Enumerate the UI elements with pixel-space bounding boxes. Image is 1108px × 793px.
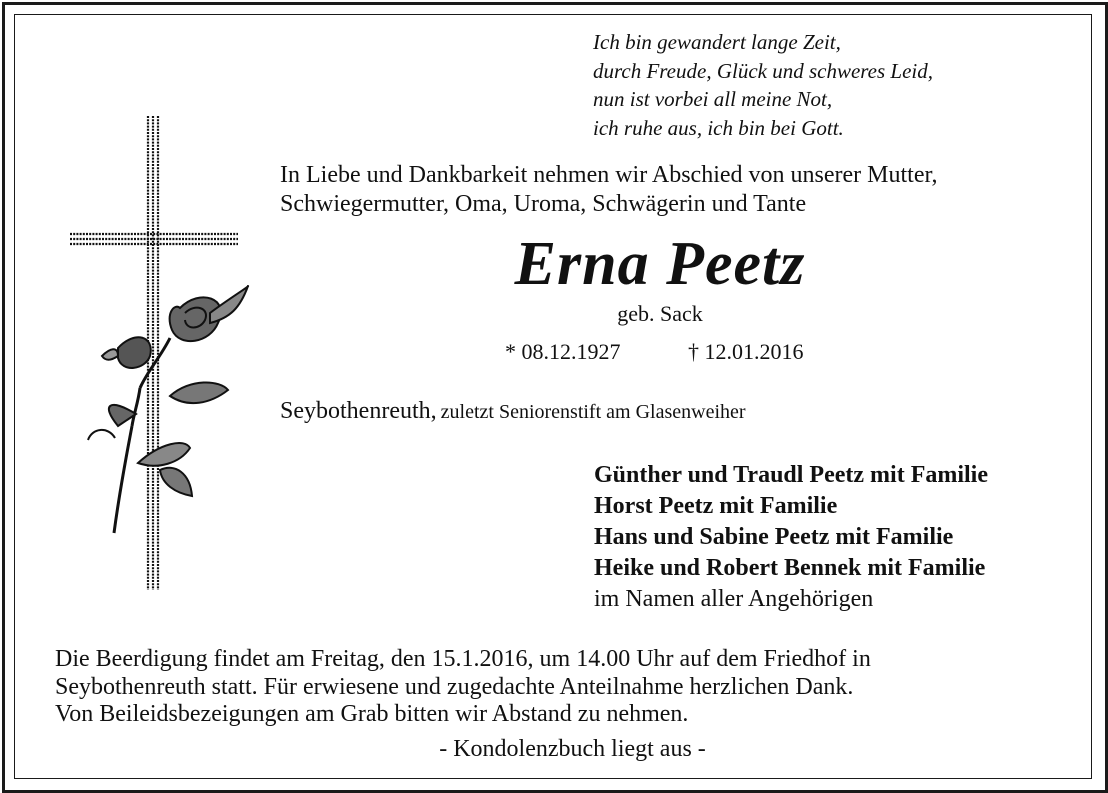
intro-line: In Liebe und Dankbarkeit nehmen wir Abschied von unserer Mutter, [280,162,938,188]
poem-line: ich ruhe aus, ich bin bei Gott. [593,115,844,140]
intro-text [280,161,938,219]
residence-city: Seybothenreuth, [280,398,437,424]
mourner-line: Günther und Traudl Peetz mit Familie [594,462,988,488]
death-date: † 12.01.2016 [688,339,804,364]
deceased-name: Erna Peetz [514,230,806,298]
funeral-notice [55,646,871,729]
mourner-line: Hans und Sabine Peetz mit Familie [594,524,954,550]
poem-line: Ich bin gewandert lange Zeit, [593,30,841,54]
residence-detail: zuletzt Seniorenstift am Glasenweiher [440,401,746,423]
funeral-notice-line: Die Beerdigung findet am Freitag, den 15.1.2016, um 14.00 Uhr auf dem Friedhof in [55,646,871,672]
poem [593,28,933,142]
residence [280,398,746,425]
condolence-book-note: - Kondolenzbuch liegt aus - [439,736,706,762]
funeral-notice-line: Seybothenreuth statt. Für erwiesene und zugedachte Anteilnahme herzlichen Dank. [55,673,854,700]
mourners-list [594,460,988,615]
poem-line: nun ist vorbei all meine Not, [593,87,833,111]
poem-line: durch Freude, Glück und schweres Leid, [593,58,934,83]
birth-date: * 08.12.1927 [505,339,621,364]
mourners-note: im Namen aller Angehörigen [594,586,874,612]
cross-with-rose [60,108,260,600]
intro-line: Schwiegermutter, Oma, Uroma, Schwägerin und Tante [280,191,807,217]
funeral-notice-line: Von Beileidsbezeigungen am Grab bitten wir Abstand zu nehmen. [55,701,689,727]
mourner-line: Horst Peetz mit Familie [594,493,838,519]
birth-name: geb. Sack [617,301,703,326]
mourner-line: Heike und Robert Bennek mit Familie [594,555,986,581]
cross-icon [70,116,238,590]
